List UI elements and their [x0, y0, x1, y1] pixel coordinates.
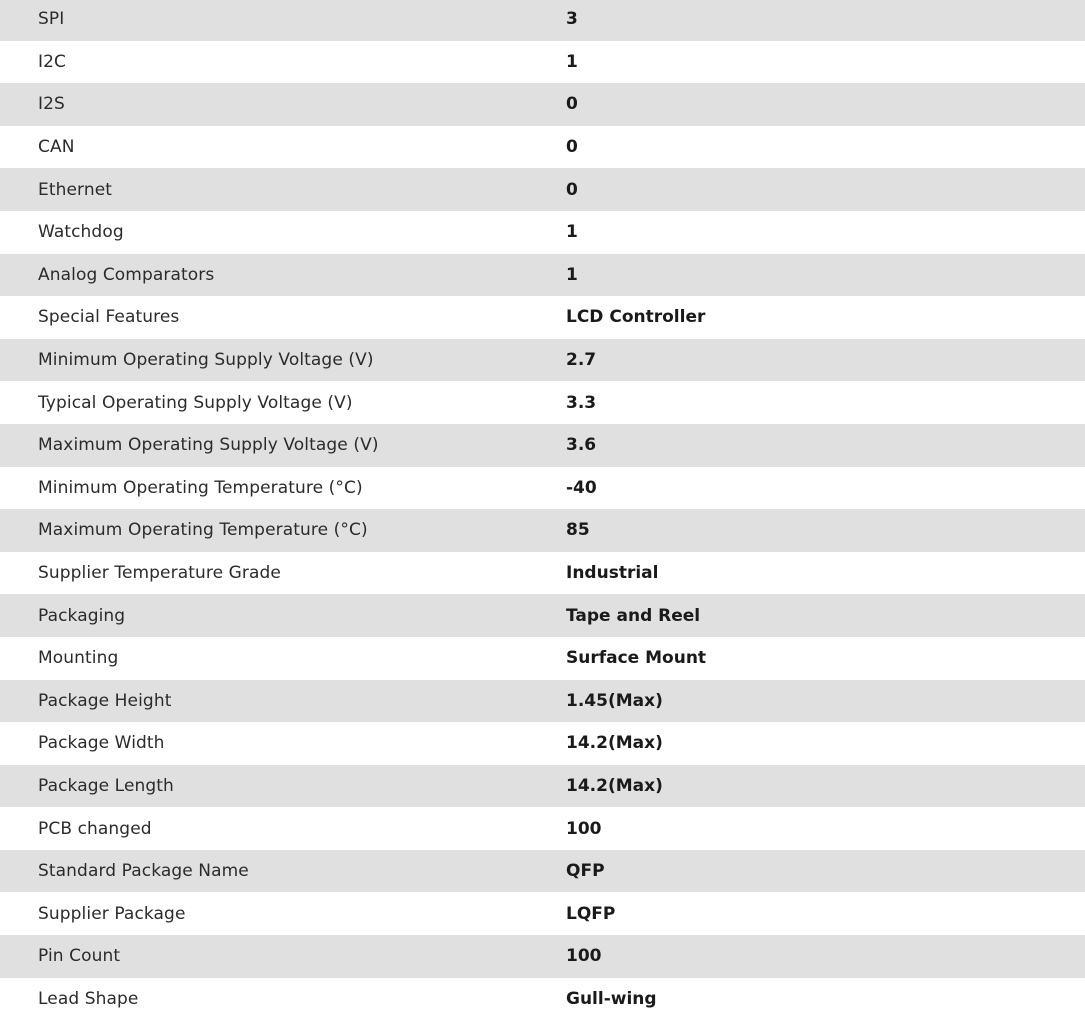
spec-row-ethernet: [0, 168, 1085, 211]
spec-row-i2c: [0, 41, 1085, 84]
spec-label: Supplier Temperature Grade: [0, 552, 566, 595]
spec-value: Gull-wing: [566, 978, 1085, 1020]
spec-row-pin-count: [0, 935, 1085, 978]
spec-label: I2S: [0, 83, 566, 126]
spec-label: Standard Package Name: [0, 850, 566, 893]
spec-label: Analog Comparators: [0, 254, 566, 297]
spec-value: 0: [566, 168, 1085, 211]
spec-value: 2.7: [566, 339, 1085, 382]
spec-label: Package Length: [0, 765, 566, 808]
spec-row-analog-comparators: [0, 254, 1085, 297]
spec-row-i2s: [0, 83, 1085, 126]
spec-value: LQFP: [566, 892, 1085, 935]
spec-value: Surface Mount: [566, 637, 1085, 680]
spec-row-package-width: [0, 722, 1085, 765]
spec-value: 1: [566, 254, 1085, 297]
spec-value: 3.6: [566, 424, 1085, 467]
spec-label: Typical Operating Supply Voltage (V): [0, 381, 566, 424]
spec-row-pcb-changed: [0, 807, 1085, 850]
spec-row-can: [0, 126, 1085, 169]
spec-row-package-height: [0, 680, 1085, 723]
spec-label: Minimum Operating Supply Voltage (V): [0, 339, 566, 382]
spec-label: Special Features: [0, 296, 566, 339]
spec-label: Maximum Operating Supply Voltage (V): [0, 424, 566, 467]
spec-label: SPI: [0, 0, 566, 41]
spec-value: 1: [566, 41, 1085, 84]
spec-value: -40: [566, 467, 1085, 510]
spec-label: Maximum Operating Temperature (°C): [0, 509, 566, 552]
spec-row-supplier-package: [0, 892, 1085, 935]
spec-row-standard-package-name: [0, 850, 1085, 893]
spec-label: PCB changed: [0, 807, 566, 850]
spec-row-min-supply-voltage: [0, 339, 1085, 382]
spec-label: Lead Shape: [0, 978, 566, 1020]
spec-label: Package Height: [0, 680, 566, 723]
spec-value: QFP: [566, 850, 1085, 893]
spec-value: 1: [566, 211, 1085, 254]
spec-row-lead-shape: [0, 978, 1085, 1020]
spec-value: Tape and Reel: [566, 594, 1085, 637]
spec-label: Packaging: [0, 594, 566, 637]
spec-value: 14.2(Max): [566, 722, 1085, 765]
spec-label: Package Width: [0, 722, 566, 765]
spec-row-packaging: [0, 594, 1085, 637]
spec-label: Watchdog: [0, 211, 566, 254]
spec-row-mounting: [0, 637, 1085, 680]
spec-row-special-features: [0, 296, 1085, 339]
spec-label: Minimum Operating Temperature (°C): [0, 467, 566, 510]
spec-row-spi: [0, 0, 1085, 41]
spec-value: 0: [566, 126, 1085, 169]
spec-value: 3.3: [566, 381, 1085, 424]
spec-row-min-temperature: [0, 467, 1085, 510]
spec-value: 100: [566, 935, 1085, 978]
spec-label: Mounting: [0, 637, 566, 680]
spec-row-package-length: [0, 765, 1085, 808]
spec-row-max-temperature: [0, 509, 1085, 552]
spec-row-max-supply-voltage: [0, 424, 1085, 467]
spec-value: 100: [566, 807, 1085, 850]
spec-label: I2C: [0, 41, 566, 84]
spec-value: 1.45(Max): [566, 680, 1085, 723]
spec-label: CAN: [0, 126, 566, 169]
spec-row-temperature-grade: [0, 552, 1085, 595]
spec-row-watchdog: [0, 211, 1085, 254]
spec-row-typ-supply-voltage: [0, 381, 1085, 424]
spec-label: Ethernet: [0, 168, 566, 211]
spec-label: Supplier Package: [0, 892, 566, 935]
spec-label: Pin Count: [0, 935, 566, 978]
spec-value: 3: [566, 0, 1085, 41]
spec-value: Industrial: [566, 552, 1085, 595]
spec-value: 0: [566, 83, 1085, 126]
spec-value: 14.2(Max): [566, 765, 1085, 808]
spec-value: LCD Controller: [566, 296, 1085, 339]
spec-value: 85: [566, 509, 1085, 552]
